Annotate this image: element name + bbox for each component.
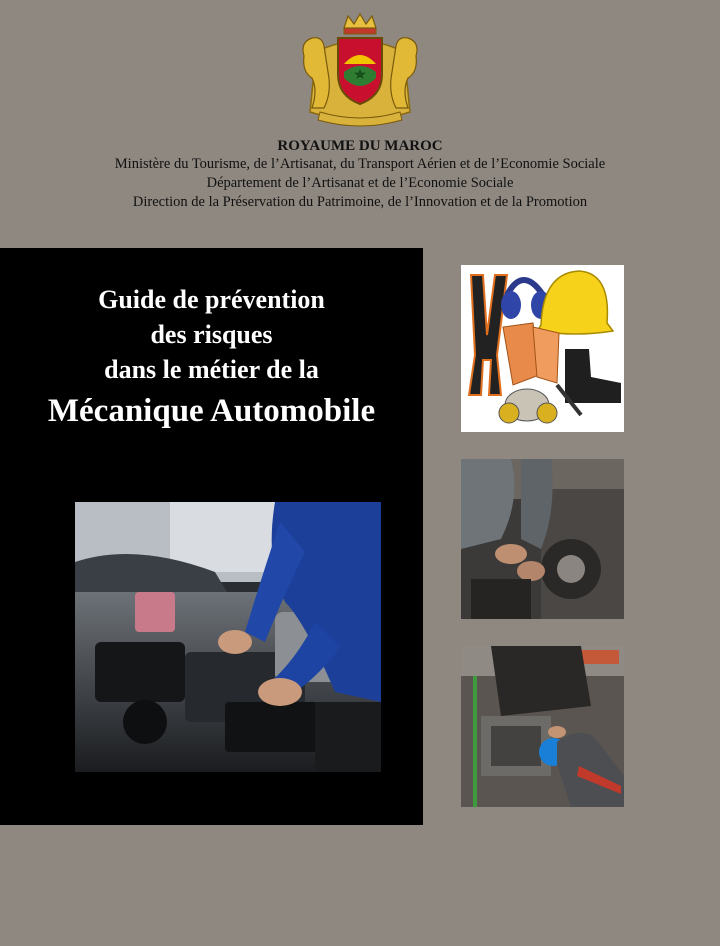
ppe-equipment-photo (461, 265, 624, 432)
title-line-1: Guide de prévention (98, 285, 325, 314)
direction-line: Direction de la Préservation du Patrimoine, de l’Innovation et de la Promotion (132, 194, 588, 210)
mechanic-under-vehicle-photo (461, 646, 624, 807)
kingdom-title: ROYAUME DU MAROC (277, 138, 443, 154)
guide-title (0, 282, 423, 433)
title-line-3: dans le métier de la (104, 355, 319, 384)
ministry-line: Ministère du Tourisme, de l’Artisanat, du Transport Aérien et de l’Economie Sociale (114, 156, 606, 172)
engine-repair-photo (461, 459, 624, 619)
department-line: Département de l’Artisanat et de l’Economie Sociale (206, 175, 514, 191)
header-block (0, 137, 720, 212)
coat-of-arms-emblem (298, 12, 422, 130)
main-mechanic-photo (75, 502, 381, 772)
title-line-2: des risques (150, 320, 273, 349)
title-line-4: Mécanique Automobile (47, 393, 376, 429)
